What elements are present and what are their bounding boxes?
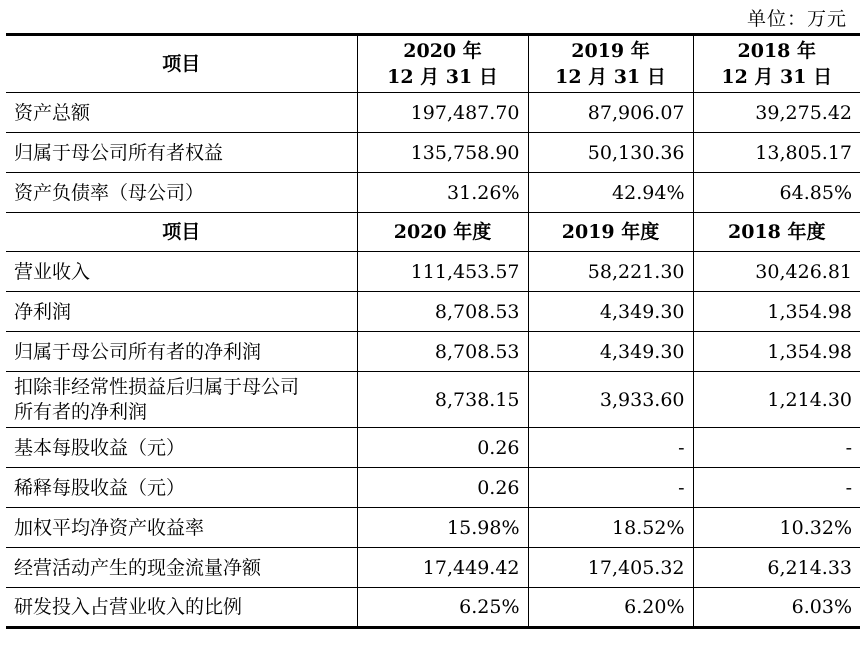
income-header-row xyxy=(6,213,860,252)
header-2018-year: 2018 年度 xyxy=(693,213,860,252)
cell-2018: - xyxy=(693,468,860,508)
header-year: 2019 年 xyxy=(571,40,650,62)
cell-2020: 111,453.57 xyxy=(357,252,528,292)
row-label: 基本每股收益（元） xyxy=(6,428,357,468)
cell-2019: - xyxy=(528,468,693,508)
cropped-footnote-fragment xyxy=(20,638,320,646)
header-date: 12 月 31 日 xyxy=(555,66,666,88)
row-label-line2: 所有者的净利润 xyxy=(14,400,148,423)
cell-2018: 1,214.30 xyxy=(693,372,860,428)
cell-2019: 4,349.30 xyxy=(528,332,693,372)
row-label: 归属于母公司所有者权益 xyxy=(6,133,357,173)
cell-2020: 135,758.90 xyxy=(357,133,528,173)
cell-2020: 8,738.15 xyxy=(357,372,528,428)
unit-label: 单位：万元 xyxy=(746,8,847,30)
cell-2018: 1,354.98 xyxy=(693,292,860,332)
cell-2019: 3,933.60 xyxy=(528,372,693,428)
cell-2020: 15.98% xyxy=(357,508,528,548)
cell-2018: - xyxy=(693,428,860,468)
balance-header-row xyxy=(6,35,860,93)
cell-2019: 18.52% xyxy=(528,508,693,548)
table-row xyxy=(6,252,860,292)
cell-2020: 0.26 xyxy=(357,468,528,508)
table-row xyxy=(6,332,860,372)
table-row xyxy=(6,292,860,332)
row-label: 经营活动产生的现金流量净额 xyxy=(6,548,357,588)
header-2020-date xyxy=(357,35,528,93)
header-year: 2020 年 xyxy=(403,40,482,62)
cell-2020: 0.26 xyxy=(357,428,528,468)
financial-summary-table xyxy=(6,33,860,629)
table-row xyxy=(6,428,860,468)
row-label: 研发投入占营业收入的比例 xyxy=(6,588,357,628)
row-label: 加权平均净资产收益率 xyxy=(6,508,357,548)
cell-2020: 8,708.53 xyxy=(357,292,528,332)
header-item: 项目 xyxy=(6,35,357,93)
cell-2018: 13,805.17 xyxy=(693,133,860,173)
header-year: 2018 年 xyxy=(737,40,816,62)
cell-2018: 30,426.81 xyxy=(693,252,860,292)
row-label: 资产负债率（母公司） xyxy=(6,173,357,213)
table-row xyxy=(6,468,860,508)
table-row xyxy=(6,548,860,588)
table-row xyxy=(6,372,860,428)
header-item: 项目 xyxy=(6,213,357,252)
header-2019-year: 2019 年度 xyxy=(528,213,693,252)
cell-2019: 87,906.07 xyxy=(528,93,693,133)
cell-2019: 6.20% xyxy=(528,588,693,628)
row-label: 资产总额 xyxy=(6,93,357,133)
table-row xyxy=(6,588,860,628)
cell-2018: 1,354.98 xyxy=(693,332,860,372)
cell-2020: 197,487.70 xyxy=(357,93,528,133)
cell-2018: 39,275.42 xyxy=(693,93,860,133)
cell-2018: 64.85% xyxy=(693,173,860,213)
row-label: 归属于母公司所有者的净利润 xyxy=(6,332,357,372)
header-date: 12 月 31 日 xyxy=(387,66,498,88)
header-2020-year: 2020 年度 xyxy=(357,213,528,252)
cell-2020: 17,449.42 xyxy=(357,548,528,588)
cell-2018: 6.03% xyxy=(693,588,860,628)
header-2018-date xyxy=(693,35,860,93)
cell-2020: 8,708.53 xyxy=(357,332,528,372)
header-date: 12 月 31 日 xyxy=(721,66,833,88)
cell-2019: 17,405.32 xyxy=(528,548,693,588)
cell-2018: 6,214.33 xyxy=(693,548,860,588)
cell-2019: 50,130.36 xyxy=(528,133,693,173)
cell-2020: 31.26% xyxy=(357,173,528,213)
cell-2019: 4,349.30 xyxy=(528,292,693,332)
row-label xyxy=(6,372,357,428)
cell-2019: - xyxy=(528,428,693,468)
table-row xyxy=(6,133,860,173)
cell-2019: 42.94% xyxy=(528,173,693,213)
header-2019-date xyxy=(528,35,693,93)
table-row xyxy=(6,508,860,548)
row-label: 稀释每股收益（元） xyxy=(6,468,357,508)
table-row xyxy=(6,173,860,213)
row-label-line1: 扣除非经常性损益后归属于母公司 xyxy=(14,375,300,398)
row-label: 净利润 xyxy=(6,292,357,332)
cell-2019: 58,221.30 xyxy=(528,252,693,292)
cell-2020: 6.25% xyxy=(357,588,528,628)
row-label: 营业收入 xyxy=(6,252,357,292)
cell-2018: 10.32% xyxy=(693,508,860,548)
table-row xyxy=(6,93,860,133)
